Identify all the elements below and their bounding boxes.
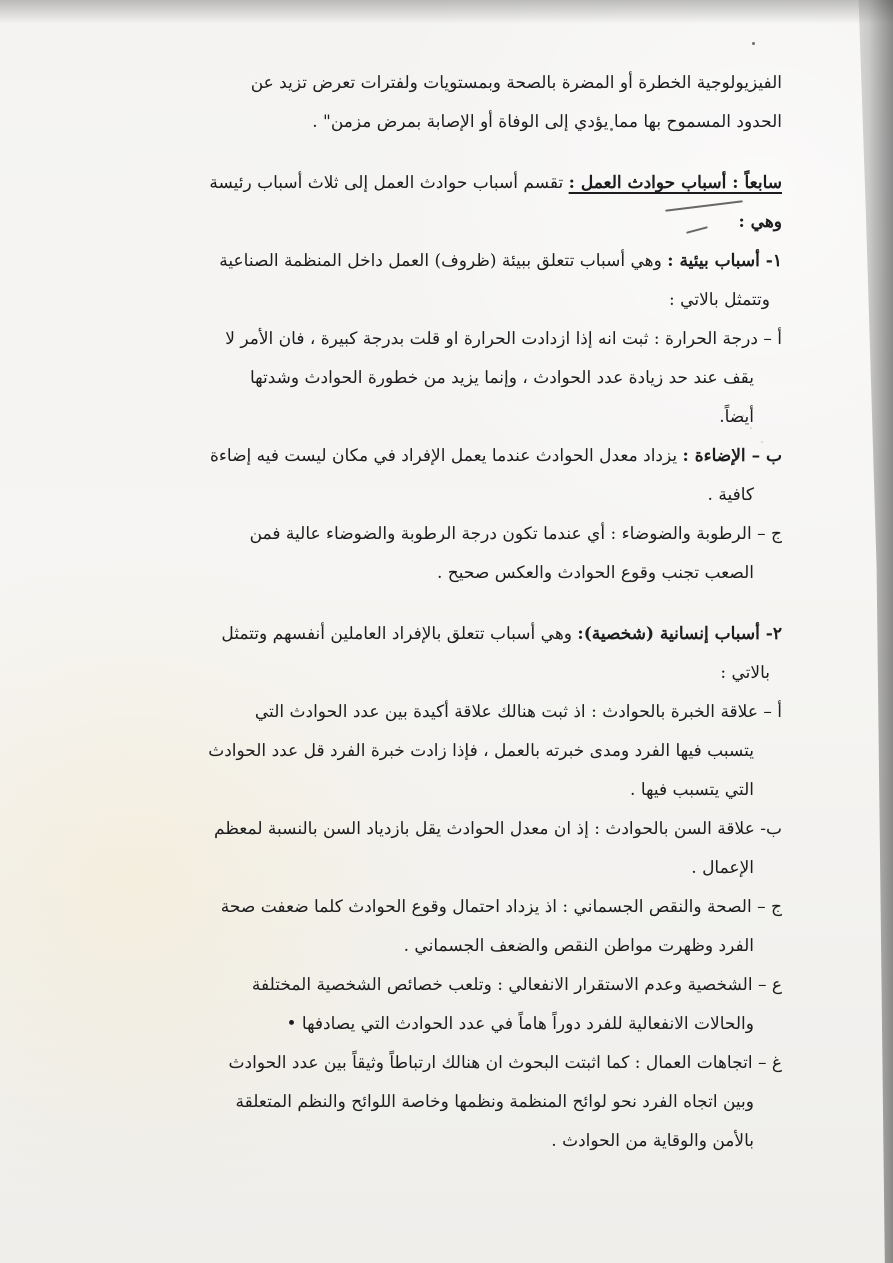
health-text-2: الفرد وظهرت مواطن النقص والضعف الجسماني . — [403, 936, 754, 956]
age-text-2: الإعمال . — [691, 858, 754, 878]
health-label: ج – الصحة والنقص الجسماني : — [562, 897, 782, 917]
workers-attitudes-text-2: وبين اتجاه الفرد نحو لوائح المنظمة ونظمها وخاصة اللوائح والنظم المتعلقة — [235, 1092, 754, 1112]
temperature-text-2: يقف عند حد زيادة عدد الحوادث ، وإنما يزيد من خطورة الحوادث وشدتها — [250, 368, 754, 388]
experience-label: أ – علاقة الخبرة بالحوادث : — [591, 702, 782, 722]
workers-attitudes-text-1: كما اثبتت البحوث ان هنالك ارتباطاً وثيقاً بين عدد الحوادث — [228, 1053, 630, 1073]
temperature-item — [132, 320, 782, 437]
humidity-noise-text-1: أي عندما تكون درجة الرطوبة والضوضاء عالية فمن — [249, 524, 606, 544]
right-paper-edge — [811, 0, 893, 1263]
environmental-causes-text-2: وتتمثل بالاتي : — [669, 290, 770, 310]
intro-paragraph — [132, 64, 782, 142]
experience-text-1: اذ ثبت هنالك علاقة أكيدة بين عدد الحوادث التي — [254, 702, 586, 722]
age-text-1: إذ ان معدل الحوادث يقل بازدياد السن بالنسبة لمعظم — [214, 819, 589, 839]
intro-line-1: الفيزيولوجية الخطرة أو المضرة بالصحة وبمستويات ولفترات تعرض تزيد عن — [250, 73, 782, 93]
intro-line-2: الحدود المسموح بها مما يؤدي إلى الوفاة أو الإصابة بمرض مزمن" . — [312, 112, 782, 132]
lighting-item — [132, 437, 782, 515]
health-text-1: اذ يزداد احتمال وقوع الحوادث كلما ضعفت صحة — [220, 897, 558, 917]
workers-attitudes-item — [132, 1044, 782, 1161]
lighting-label: ب – الإضاءة : — [682, 446, 782, 466]
experience-text-2: يتسبب فيها الفرد ومدى خبرته بالعمل ، فإذا زادت خبرة الفرد قل عدد الحوادث — [208, 741, 754, 761]
spacer — [132, 593, 782, 615]
temperature-text-1: ثبت انه إذا ازدادت الحرارة او قلت بدرجة كبيرة ، فان الأمر لا — [225, 329, 649, 349]
spacer — [132, 142, 782, 164]
scan-dot — [752, 42, 755, 45]
document-content — [132, 64, 782, 1161]
experience-text-3: التي يتسبب فيها . — [630, 780, 754, 800]
temperature-label: أ – درجة الحرارة : — [653, 329, 782, 349]
personality-item — [132, 966, 782, 1044]
human-causes-title: ٢- أسباب إنسانية (شخصية): — [577, 624, 782, 644]
section-seven-title: سابعاً : أسباب حوادث العمل : — [568, 173, 782, 193]
workers-attitudes-label: غ – اتجاهات العمال : — [634, 1053, 782, 1073]
human-causes-text-1: وهي أسباب تتعلق بالإفراد العاملين أنفسهم وتتمثل — [221, 624, 573, 644]
lighting-text-1: يزداد معدل الحوادث عندما يعمل الإفراد في مكان ليست فيه إضاءة — [210, 446, 678, 466]
section-seven-tail: وهي : — [738, 212, 782, 232]
environmental-causes-title: ١- أسباب بيئية : — [667, 251, 782, 271]
age-item — [132, 810, 782, 888]
workers-attitudes-text-3: بالأمن والوقاية من الحوادث . — [551, 1131, 754, 1151]
human-causes-paragraph — [132, 615, 782, 693]
personality-label: ع – الشخصية وعدم الاستقرار الانفعالي : — [497, 975, 782, 995]
humidity-noise-item — [132, 515, 782, 593]
humidity-noise-text-2: الصعب تجنب وقوع الحوادث والعكس صحيح . — [437, 563, 754, 583]
personality-text-1: وتلعب خصائص الشخصية المختلفة — [251, 975, 492, 995]
environmental-causes-text-1: وهي أسباب تتعلق ببيئة (ظروف) العمل داخل المنظمة الصناعية — [219, 251, 662, 271]
age-label: ب- علاقة السن بالحوادث : — [594, 819, 782, 839]
personality-text-2: والحالات الانفعالية للفرد دوراً هاماً في عدد الحوادث التي يصادفها • — [286, 1014, 754, 1034]
temperature-text-3: أيضاً. — [719, 407, 754, 427]
section-seven-text: تقسم أسباب حوادث العمل إلى ثلاث أسباب رئيسة — [209, 173, 564, 193]
top-edge-shadow — [0, 0, 893, 24]
human-causes-text-2: بالاتي : — [720, 663, 770, 683]
health-item — [132, 888, 782, 966]
section-seven-paragraph — [132, 164, 782, 242]
humidity-noise-label: ج – الرطوبة والضوضاء : — [610, 524, 782, 544]
experience-item — [132, 693, 782, 810]
lighting-text-2: كافية . — [707, 485, 754, 505]
environmental-causes-paragraph — [132, 242, 782, 320]
